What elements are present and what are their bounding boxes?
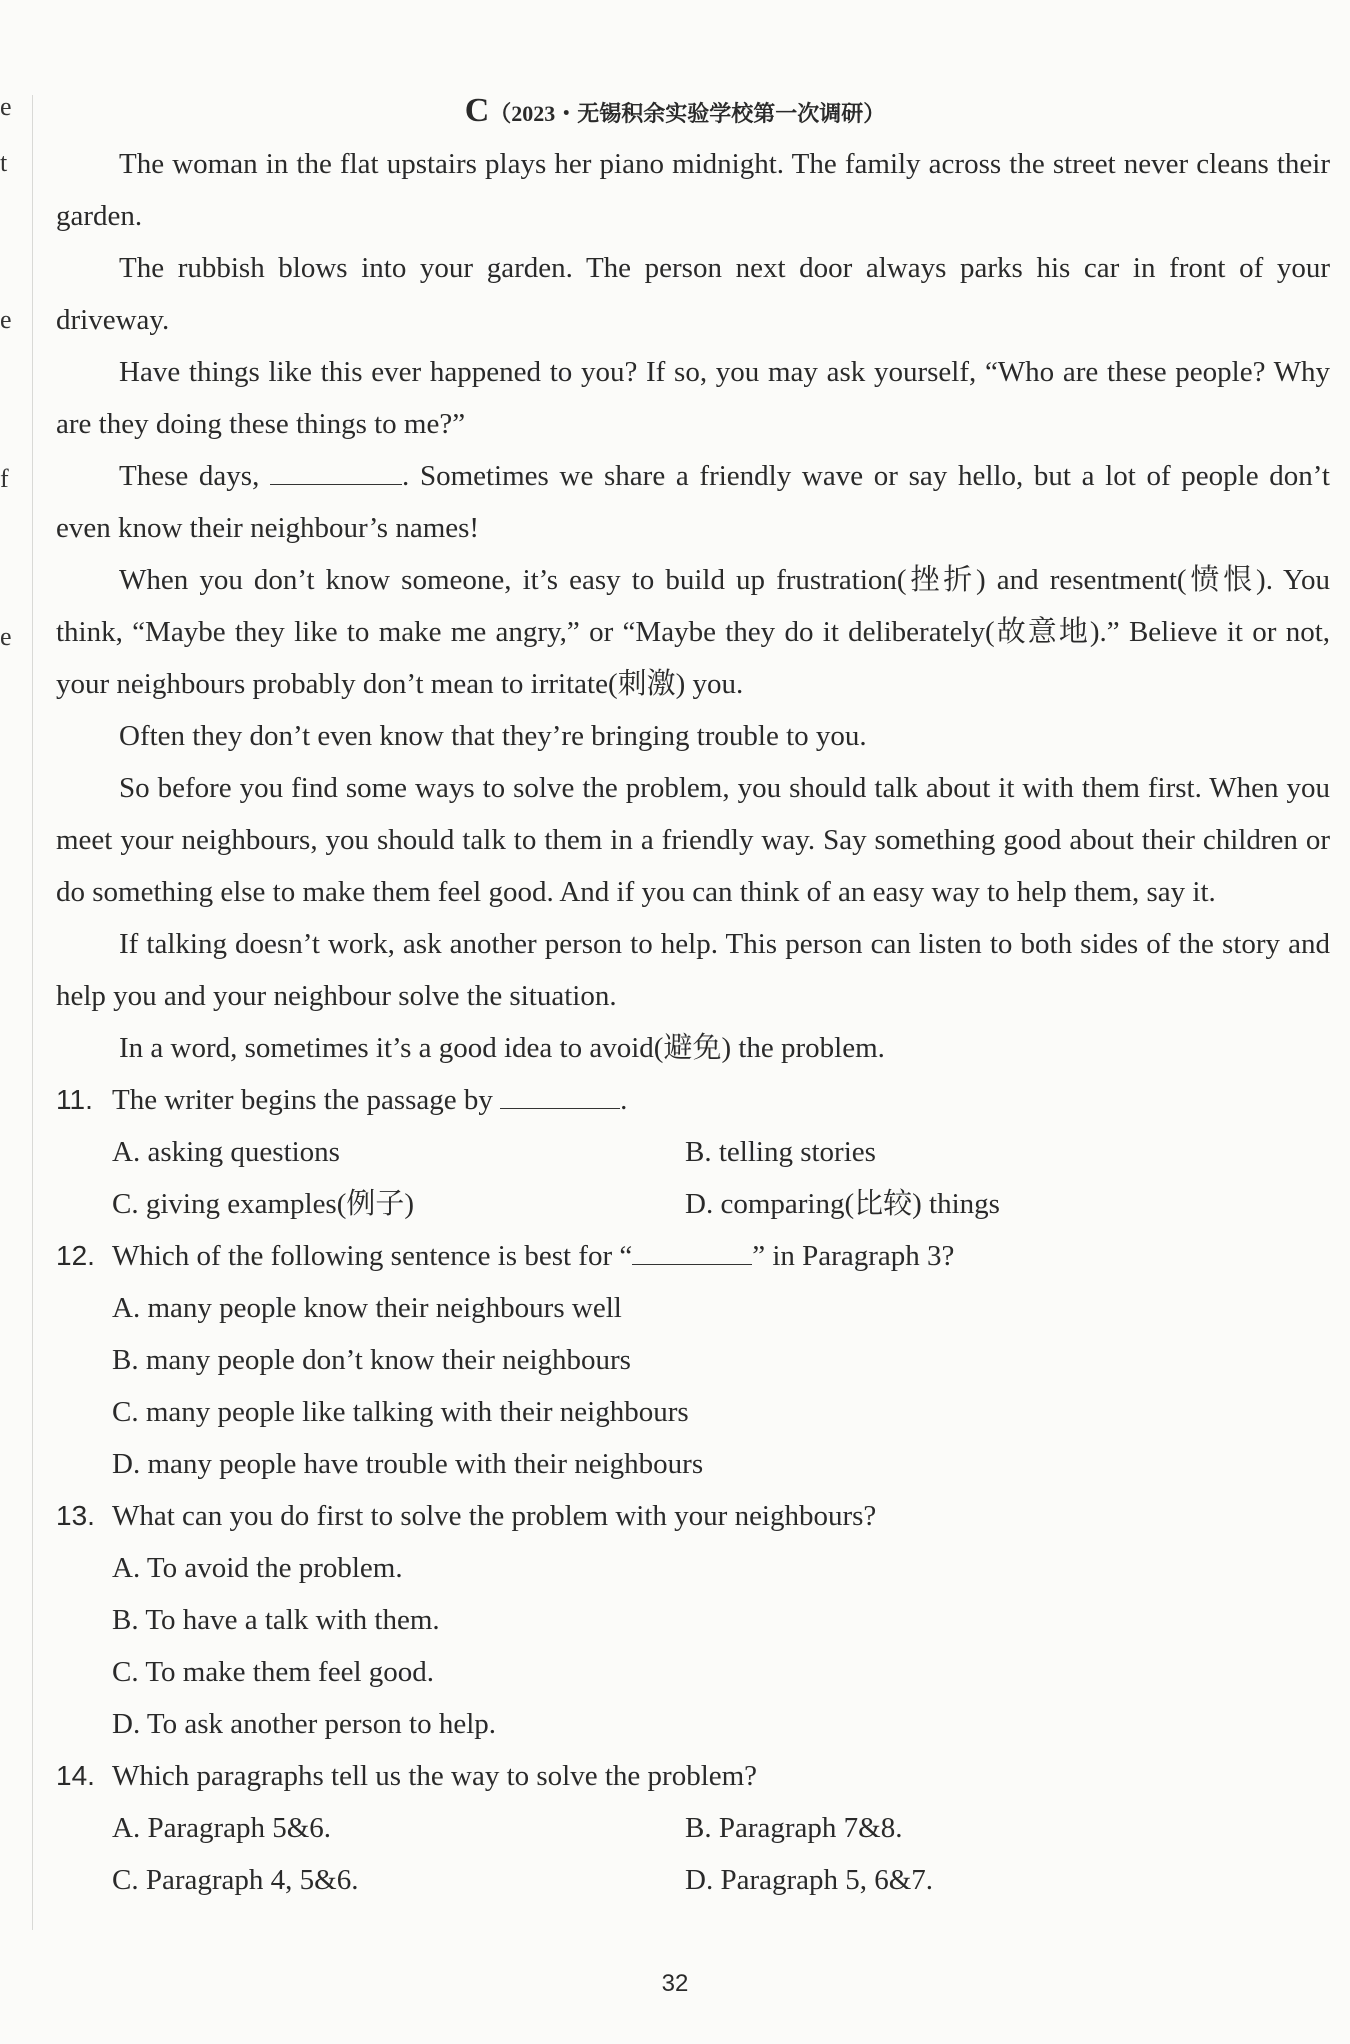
option-c[interactable]: C. To make them feel good. xyxy=(112,1656,435,1688)
margin-letter: f xyxy=(0,464,9,493)
option-d[interactable]: D. Paragraph 5, 6&7. xyxy=(685,1864,934,1896)
option-c[interactable]: C. many people like talking with their neighbours xyxy=(112,1396,689,1428)
option-d[interactable]: D. comparing(比较) things xyxy=(685,1188,1000,1220)
question-12: 12. Which of the following sentence is best for “ ” in Paragraph 3? xyxy=(56,1230,1330,1282)
option-b[interactable]: B. many people don’t know their neighbours xyxy=(112,1344,631,1376)
options-row xyxy=(112,1802,1330,1854)
answer-blank[interactable] xyxy=(270,458,402,485)
paragraph-7: So before you find some ways to solve the problem, you should talk about it with them first. When you meet your neighbours, you should talk to them in a friendly way. Say something good about their children or do something else to make them feel good. And if you can think of an easy way to help them, say it. xyxy=(56,772,1330,908)
question-stem: Which of the following sentence is best for “ xyxy=(112,1240,633,1272)
paragraph-9: In a word, sometimes it’s a good idea to avoid(避免) the problem. xyxy=(119,1032,885,1064)
option-a[interactable]: A. To avoid the problem. xyxy=(112,1552,403,1584)
question-number: 11. xyxy=(56,1084,93,1115)
option-b[interactable]: B. telling stories xyxy=(685,1136,876,1168)
page-number: 32 xyxy=(661,1970,689,1997)
section-letter: C xyxy=(464,92,490,129)
paragraph-6: Often they don’t even know that they’re bringing trouble to you. xyxy=(119,720,867,752)
section-source: （2023・无锡积余实验学校第一次调研） xyxy=(489,101,886,126)
options-row xyxy=(112,1178,1330,1230)
answer-blank[interactable] xyxy=(632,1238,752,1265)
question-11: 11. The writer begins the passage by . xyxy=(56,1074,1330,1126)
paragraph-4: These days, . Sometimes we share a friendly wave or say hello, but a lot of people don’t even know their neighbour’s names! xyxy=(56,460,1330,544)
option-c[interactable]: C. giving examples(例子) xyxy=(112,1188,415,1220)
paragraph-1: The woman in the flat upstairs plays her piano midnight. The family across the street never cleans their garden. xyxy=(56,148,1330,232)
question-14 xyxy=(56,1750,1330,1802)
option-b[interactable]: B. Paragraph 7&8. xyxy=(685,1812,903,1844)
margin-letter: t xyxy=(0,148,8,177)
question-stem: Which paragraphs tell us the way to solve the problem? xyxy=(112,1760,758,1792)
option-a[interactable]: A. Paragraph 5&6. xyxy=(112,1812,332,1844)
options-row xyxy=(112,1854,1330,1906)
margin-letter: e xyxy=(0,305,12,334)
question-stem: What can you do first to solve the problem with your neighbours? xyxy=(112,1500,877,1532)
section-header xyxy=(0,92,1350,130)
option-b[interactable]: B. To have a talk with them. xyxy=(112,1604,440,1636)
option-d[interactable]: D. To ask another person to help. xyxy=(112,1708,497,1740)
question-13 xyxy=(56,1490,1330,1542)
passage-content xyxy=(56,138,1330,1906)
option-d[interactable]: D. many people have trouble with their neighbours xyxy=(112,1448,704,1480)
option-a[interactable]: A. asking questions xyxy=(112,1136,340,1168)
option-c[interactable]: C. Paragraph 4, 5&6. xyxy=(112,1864,359,1896)
paragraph-3: Have things like this ever happened to you? If so, you may ask yourself, “Who are these people? Why are they doing these things to me?” xyxy=(56,356,1330,440)
paragraph-8: If talking doesn’t work, ask another person to help. This person can listen to both sides of the story and help you and your neighbour solve the situation. xyxy=(56,928,1330,1012)
options-row xyxy=(112,1126,1330,1178)
answer-blank[interactable] xyxy=(500,1082,620,1109)
margin-letter: e xyxy=(0,92,12,121)
option-a[interactable]: A. many people know their neighbours well xyxy=(112,1292,622,1324)
paragraph-2: The rubbish blows into your garden. The person next door always parks his car in front of your driveway. xyxy=(56,252,1330,336)
question-number: 14. xyxy=(56,1760,95,1791)
question-stem: The writer begins the passage by xyxy=(112,1084,501,1116)
question-number: 12. xyxy=(56,1240,95,1271)
paragraph-5: When you don’t know someone, it’s easy to build up frustration(挫折) and resentment(愤恨). You think, “Maybe they like to make me angry,” or “Maybe they do it deliberately(故意地).” Believe it or not, your neighbours probably don’t mean to irritate(刺激) you. xyxy=(56,564,1330,700)
gutter-divider xyxy=(32,95,33,1930)
question-number: 13. xyxy=(56,1500,95,1531)
margin-letter: e xyxy=(0,622,12,651)
